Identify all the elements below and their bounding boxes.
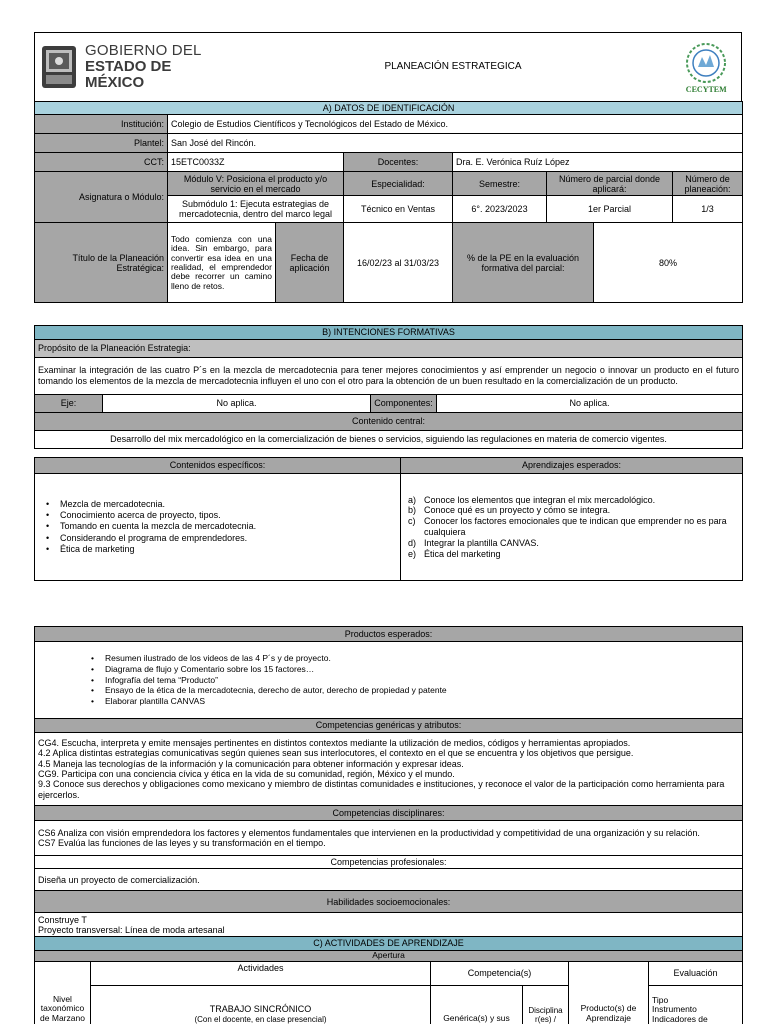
- aprendizaje-marker: d): [408, 537, 417, 548]
- fecha-value: 16/02/23 al 31/03/23: [344, 223, 453, 303]
- competencia-generica-line: CG9. Participa con una conciencia cívica y ética en la vida de su comunidad, región, México y el mundo.: [38, 769, 455, 779]
- productos-list: [83, 653, 739, 706]
- productos-title: Productos esperados:: [35, 627, 743, 642]
- gov-shield-icon: [39, 43, 79, 91]
- header-table: [34, 32, 742, 102]
- productos-aprendizaje-label: Producto(s) de Aprendizaje: [569, 962, 649, 1024]
- cecytem-logo-cell: [672, 33, 742, 102]
- plantel-label: Plantel:: [35, 134, 168, 153]
- competencia-generica-line: CG4. Escucha, interpreta y emite mensajes pertinentes en distintos contextos mediante la utilización de medios, códigos y herramientas apropiados.: [38, 737, 631, 748]
- aprendizaje-marker: e): [408, 548, 417, 559]
- habilidades-cell: [35, 913, 743, 937]
- plantel-value: San José del Rincón.: [168, 134, 743, 153]
- competencia-disciplinar-line: CS7 Evalúa las funciones de las leyes y su transformación en el tiempo.: [38, 838, 326, 848]
- cecytem-logo-icon: [676, 41, 736, 93]
- eje-label: Eje:: [35, 395, 103, 413]
- proposito-text: Examinar la integración de las cuatro P´s en la mezcla de mercadotecnia para tener mejores conocimientos y así emprender un negocio o innovar un producto en el futuro tomando los elementos de la mezcla de mercadotecnia influyen el uno con el otro para la obtención de un buen resultado en la comercialización de un producto.: [35, 358, 743, 395]
- especifico-item: • Conocimiento acerca de proyecto, tipos.: [38, 510, 397, 521]
- aprendizaje-text: Conoce los elementos que integran el mix mercadológico.: [424, 494, 656, 505]
- aprendizaje-text: Integrar la plantilla CANVAS.: [424, 537, 539, 548]
- evaluacion-label: Evaluación: [649, 962, 743, 986]
- eje-value: No aplica.: [103, 395, 371, 413]
- modulo-value: Módulo V: Posiciona el producto y/o servicio en el mercado: [168, 172, 344, 196]
- producto-item: • Resumen ilustrado de los videos de las 4 P´s y de proyecto.: [83, 653, 739, 664]
- trabajo-cell: [91, 986, 431, 1024]
- cct-value: 15ETC0033Z: [168, 153, 344, 172]
- aprendizajes-cell: [401, 474, 743, 581]
- especialidad-label: Especialidad:: [344, 172, 453, 196]
- aprendizaje-marker: b): [408, 505, 417, 516]
- especifico-item: • Considerando el programa de emprendedores.: [38, 533, 397, 544]
- proposito-label: Propósito de la Planeación Estrategia:: [35, 340, 743, 358]
- planeacion-label: Número de planeación:: [673, 172, 743, 196]
- section-a-title: A) DATOS DE IDENTIFICACIÓN: [35, 102, 743, 115]
- disciplinares-cell: [35, 821, 743, 856]
- especifico-item: • Tomando en cuenta la mezcla de mercadotecnia.: [38, 521, 397, 532]
- aprendizaje-text: Ética del marketing: [424, 548, 501, 559]
- contenido-central-value: Desarrollo del mix mercadológico en la comercialización de bienes o servicios, siguiendo las regulaciones en materia de comercio vigentes.: [35, 431, 743, 449]
- habilidades-line-1: Construye T: [38, 914, 87, 925]
- section-c-title: C) ACTIVIDADES DE APRENDIZAJE: [35, 937, 743, 951]
- contenidos-table: [34, 457, 743, 581]
- aprendizajes-label: Aprendizajes esperados:: [401, 458, 743, 474]
- componentes-value: No aplica.: [437, 395, 743, 413]
- aprendizaje-marker: a): [408, 494, 417, 505]
- competencias-label: Competencia(s): [431, 962, 569, 986]
- aprendizaje-text: Conoce qué es un proyecto y cómo se integra.: [424, 505, 611, 516]
- nivel-label: Nivel taxonómico de Marzano: [35, 962, 91, 1024]
- aprendizaje-item: [404, 505, 739, 516]
- asignatura-label: Asignatura o Módulo:: [35, 172, 168, 223]
- producto-item: • Infografía del tema “Producto”: [83, 675, 739, 686]
- aprendizaje-item: [404, 516, 739, 538]
- section-c-table: [34, 936, 743, 1024]
- tipo-label: Tipo: [652, 994, 669, 1005]
- genericas-title: Competencias genéricas y atributos:: [35, 719, 743, 733]
- cecytem-label: CECYTEM: [685, 85, 727, 95]
- section-b-title: B) INTENCIONES FORMATIVAS: [35, 326, 743, 340]
- disciplina-col-label: Disciplina r(es) /: [523, 986, 569, 1024]
- habilidades-line-2: Proyecto transversal: Línea de moda artesanal: [38, 924, 225, 935]
- gov-logo-cell: [35, 33, 235, 102]
- especificos-list: [38, 499, 397, 555]
- especifico-item: • Ética de marketing: [38, 544, 397, 555]
- parcial-value: 1er Parcial: [547, 196, 673, 223]
- trabajo-sub-label: (Con el docente, en clase presencial): [194, 1014, 327, 1024]
- planeacion-value: 1/3: [673, 196, 743, 223]
- competencia-generica-line: 9.3 Conoce sus derechos y obligaciones como mexicano y miembro de distintas comunidades e instituciones, y reconoce el valor de la participación como herramienta para ejercerlos.: [38, 779, 725, 800]
- productos-cell: [35, 642, 743, 719]
- aprendizaje-text: Conocer los factores emocionales que te indican que emprender no es para cualquiera: [424, 516, 727, 537]
- cct-label: CCT:: [35, 153, 168, 172]
- habilidades-title: Habilidades socioemocionales:: [35, 891, 743, 913]
- pe-value: 80%: [594, 223, 743, 303]
- profesionales-title: Competencias profesionales:: [35, 856, 743, 869]
- disciplinares-title: Competencias disciplinares:: [35, 806, 743, 821]
- genericas-cell: [35, 733, 743, 806]
- apertura-label: Apertura: [35, 951, 743, 962]
- instrumento-label: Instrumento: [652, 1004, 697, 1015]
- fecha-label: Fecha de aplicación: [276, 223, 344, 303]
- producto-item: • Ensayo de la ética de la mercadotecnia, derecho de autor, derecho de propiedad y patente: [83, 685, 739, 696]
- competencia-generica-line: 4.5 Maneja las tecnologías de la información y la comunicación para obtener información y expresar ideas.: [38, 758, 464, 769]
- aprendizaje-item: [404, 549, 739, 560]
- titulo-label: Título de la Planeación Estratégica:: [35, 223, 168, 303]
- evaluacion-details: [649, 986, 743, 1024]
- aprendizajes-list: [404, 495, 739, 560]
- especificos-cell: [35, 474, 401, 581]
- docentes-value: Dra. E. Verónica Ruíz López: [453, 153, 743, 172]
- competencia-generica-line: 4.2 Aplica distintas estrategias comunicativas según quienes sean sus interlocutores, el contexto en el que se encuentra y los objetivos que persigue.: [38, 748, 634, 759]
- pe-label: % de la PE en la evaluación formativa del parcial:: [453, 223, 594, 303]
- actividades-label: Actividades: [91, 962, 431, 986]
- contenido-central-label: Contenido central:: [35, 413, 743, 431]
- semestre-value: 6°. 2023/2023: [453, 196, 547, 223]
- profesionales-value: Diseña un proyecto de comercialización.: [35, 869, 743, 891]
- gov-line-1: GOBIERNO DEL: [85, 42, 202, 60]
- componentes-label: Componentes:: [371, 395, 437, 413]
- aprendizaje-item: [404, 538, 739, 549]
- especialidad-value: Técnico en Ventas: [344, 196, 453, 223]
- gov-line-2: ESTADO DE MÉXICO: [85, 58, 172, 91]
- aprendizaje-item: [404, 495, 739, 506]
- producto-item: • Elaborar plantilla CANVAS: [83, 696, 739, 707]
- semestre-label: Semestre:: [453, 172, 547, 196]
- section-a-table: [34, 101, 743, 303]
- genericas-col-label: Genérica(s) y sus: [431, 986, 523, 1024]
- indicadores-label: Indicadores de: [652, 1013, 708, 1024]
- parcial-label: Número de parcial donde aplicará:: [547, 172, 673, 196]
- submodulo-value: Submódulo 1: Ejecuta estrategias de mercadotecnia, dentro del marco legal: [168, 196, 344, 223]
- section-b-table: [34, 325, 743, 449]
- competencias-table: [34, 626, 743, 937]
- institucion-label: Institución:: [35, 115, 168, 134]
- aprendizaje-marker: c): [408, 516, 416, 527]
- titulo-value: Todo comienza con una idea. Sin embargo, para convertir esa idea en una realidad, el emprendedor debe recorrer un camino lleno de retos.: [168, 223, 276, 303]
- institucion-value: Colegio de Estudios Científicos y Tecnológicos del Estado de México.: [168, 115, 743, 134]
- especificos-label: Contenidos específicos:: [35, 458, 401, 474]
- docentes-label: Docentes:: [344, 153, 453, 172]
- especifico-item: • Mezcla de mercadotecnia.: [38, 499, 397, 510]
- trabajo-label: TRABAJO SINCRÓNICO: [209, 1004, 312, 1015]
- doc-title: PLANEACIÓN ESTRATEGICA: [235, 33, 672, 102]
- producto-item: • Diagrama de flujo y Comentario sobre los 15 factores…: [83, 664, 739, 675]
- competencia-disciplinar-line: CS6 Analiza con visión emprendedora los factores y elementos fundamentales que intervienen en la productividad y competitividad de una organización y su relación.: [38, 827, 700, 838]
